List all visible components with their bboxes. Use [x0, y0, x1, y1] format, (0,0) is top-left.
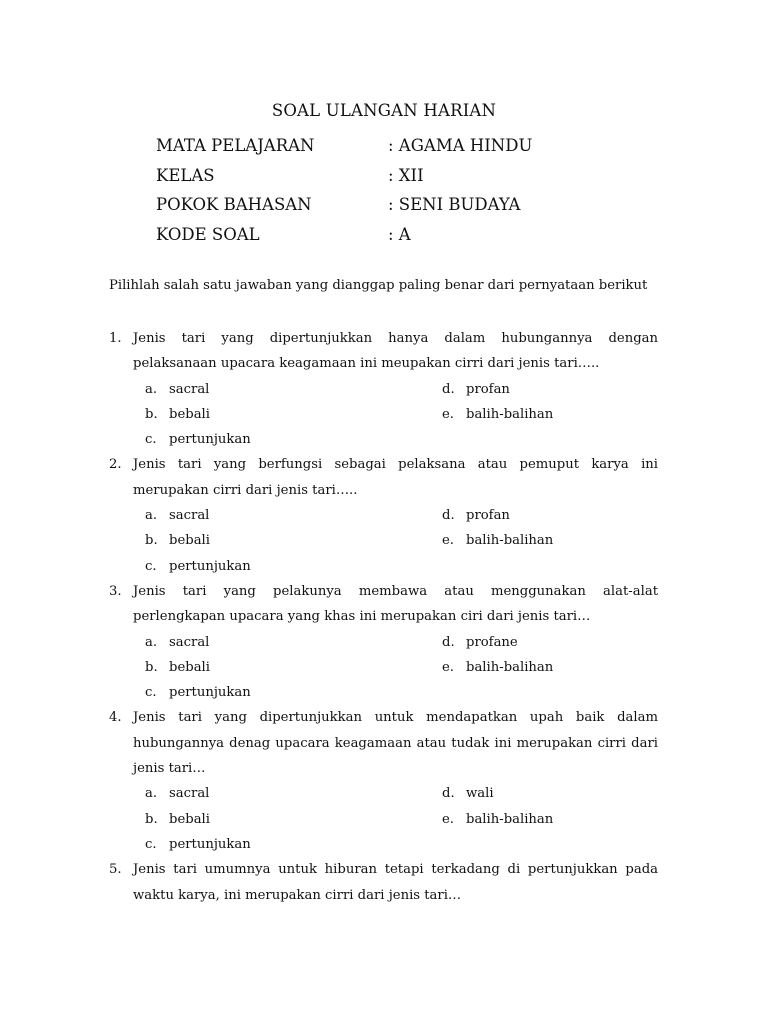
option-letter: c. [145, 836, 157, 852]
option-c [145, 427, 251, 452]
info-value: : AGAMA HINDU [388, 136, 533, 155]
document-title: SOAL ULANGAN HARIAN [271, 101, 497, 120]
question-item [109, 452, 658, 578]
option-letter: e. [442, 533, 454, 549]
option-letter: c. [145, 432, 157, 448]
question-list [109, 326, 658, 908]
option-d [442, 503, 510, 528]
option-d [442, 630, 518, 655]
question-text: Jenis tari umumnya untuk hiburan tetapi terkadang di pertunjukkan pada waktu karya, ini merupakan cirri dari jenis tari… [133, 862, 658, 903]
header-info [156, 131, 576, 250]
instruction-text: Pilihlah salah satu jawaban yang dianggap paling benar dari pernyataan berikut [109, 278, 648, 293]
info-value: : A [388, 225, 411, 245]
option-text: sacral [169, 786, 210, 802]
option-text: bebali [169, 406, 210, 422]
option-text: profan [466, 381, 510, 397]
option-d [442, 377, 510, 402]
question-item [109, 705, 658, 857]
option-letter: b. [145, 659, 158, 675]
option-text: balih-balihan [466, 533, 554, 549]
option-letter: d. [442, 508, 455, 524]
info-value: : SENI BUDAYA [388, 195, 521, 215]
option-letter: e. [442, 811, 454, 827]
option-letter: a. [145, 508, 158, 524]
info-label: KELAS [156, 165, 215, 185]
option-text: balih-balihan [466, 659, 554, 675]
option-b [145, 655, 210, 680]
option-b [145, 807, 210, 832]
option-list [145, 377, 658, 453]
option-letter: b. [145, 406, 158, 422]
option-text: profan [466, 508, 510, 524]
question-item [109, 579, 658, 705]
option-text: balih-balihan [466, 406, 554, 422]
option-list [145, 781, 658, 857]
option-text: bebali [169, 811, 210, 827]
question-item [109, 857, 658, 908]
option-a [145, 377, 209, 402]
option-e [442, 402, 553, 427]
option-letter: a. [145, 634, 158, 650]
question-text: Jenis tari yang dipertunjukkan untuk mendapatkan upah baik dalam hubungannya denag upacara keagamaan atau tudak ini merupakan cirri dari jenis tari… [133, 710, 658, 777]
question-number: 2. [109, 457, 122, 473]
option-c [145, 680, 251, 705]
info-row-subject [156, 131, 576, 161]
option-c [145, 832, 251, 857]
info-row-code [156, 220, 576, 250]
option-text: pertunjukan [169, 836, 251, 852]
option-letter: d. [442, 786, 455, 802]
question-number: 3. [109, 583, 122, 599]
option-list [145, 503, 658, 579]
info-label: MATA PELAJARAN [156, 136, 315, 155]
info-label: KODE SOAL [156, 225, 260, 245]
option-text: pertunjukan [169, 432, 251, 448]
question-number: 1. [109, 331, 122, 346]
option-d [442, 781, 494, 806]
option-e [442, 528, 553, 553]
option-letter: c. [145, 558, 157, 574]
option-letter: d. [442, 381, 455, 397]
option-e [442, 807, 553, 832]
option-b [145, 402, 210, 427]
question-item [109, 326, 658, 452]
option-text: wali [466, 786, 494, 802]
question-text: Jenis tari yang berfungsi sebagai pelaksana atau pemuput karya ini merupakan cirri dari jenis tari….. [133, 457, 658, 498]
question-number: 5. [109, 862, 122, 878]
option-text: pertunjukan [169, 685, 251, 701]
option-c [145, 554, 251, 579]
option-e [442, 655, 553, 680]
option-letter: a. [145, 786, 158, 802]
option-text: sacral [169, 381, 210, 397]
option-letter: c. [145, 685, 157, 701]
question-text: Jenis tari yang dipertunjukkan hanya dalam hubungannya dengan pelaksanaan upacara keagamaan ini meupakan cirri dari jenis tari….. [133, 331, 658, 372]
question-number: 4. [109, 710, 122, 726]
info-row-topic [156, 190, 576, 220]
option-list [145, 630, 658, 706]
question-text: Jenis tari yang pelakunya membawa atau menggunakan alat-alat perlengkapan upacara yang khas ini merupakan ciri dari jenis tari… [133, 583, 658, 625]
option-text: balih-balihan [466, 811, 554, 827]
option-letter: d. [442, 634, 455, 650]
option-a [145, 503, 209, 528]
option-text: sacral [169, 634, 210, 650]
option-letter: e. [442, 659, 454, 675]
option-text: profane [466, 634, 518, 650]
info-label: POKOK BAHASAN [156, 195, 312, 215]
option-letter: b. [145, 811, 158, 827]
option-letter: a. [145, 381, 158, 397]
info-value: : XII [388, 165, 424, 185]
option-text: pertunjukan [169, 558, 251, 574]
option-a [145, 630, 209, 655]
option-b [145, 528, 210, 553]
option-text: sacral [169, 508, 210, 524]
option-letter: b. [145, 533, 158, 549]
option-text: bebali [169, 533, 210, 549]
option-a [145, 781, 209, 806]
info-row-class [156, 161, 576, 191]
option-text: bebali [169, 659, 210, 675]
option-letter: e. [442, 406, 454, 422]
